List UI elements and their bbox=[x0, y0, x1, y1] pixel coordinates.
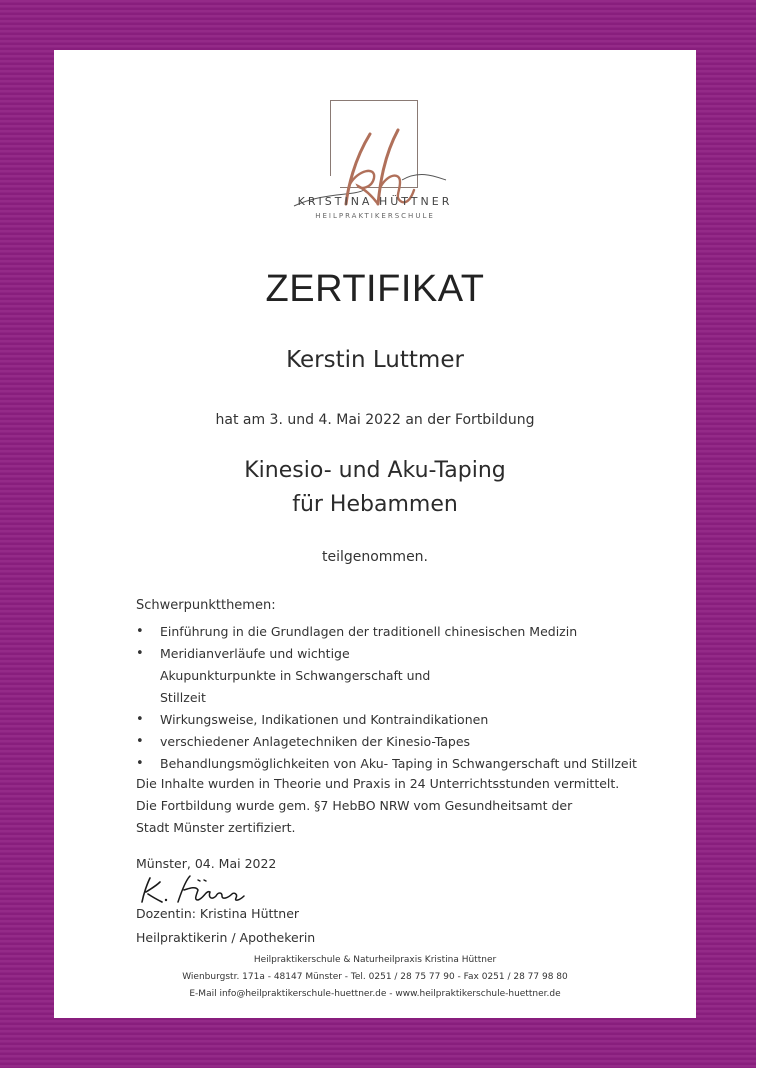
footer-line-school: Heilpraktikerschule & Naturheilpraxis Kristina Hüttner bbox=[253, 955, 497, 965]
topic-item bbox=[136, 643, 460, 709]
hours-note: Die Inhalte wurden in Theorie und Praxis in 24 Unterrichtsstunden vermittelt. bbox=[136, 776, 620, 791]
place-date: Münster, 04. Mai 2022 bbox=[136, 856, 277, 871]
certificate-title: ZERTIFIKAT bbox=[265, 268, 485, 310]
school-name: KRISTINA HÜTTNER bbox=[297, 195, 453, 208]
school-logo bbox=[284, 100, 464, 230]
scan-edge-bottom bbox=[0, 1068, 768, 1080]
certification-note: Die Fortbildung wurde gem. §7 HebBO NRW vom Gesundheitsamt der Stadt Münster zertifiziert. bbox=[136, 798, 573, 835]
footer-line-web: E-Mail info@heilpraktikerschule-huettner.de - www.heilpraktikerschule-huettner.de bbox=[189, 989, 561, 999]
topic-item: • Wirkungsweise, Indikationen und Kontraindikationen bbox=[136, 709, 656, 731]
certificate-sheet bbox=[54, 50, 696, 1018]
topic-item: • verschiedener Anlagetechniken der Kinesio-Tapes bbox=[136, 731, 656, 753]
topic-item: • Einführung in die Grundlagen der traditionell chinesischen Medizin bbox=[136, 621, 656, 643]
topic-list bbox=[136, 621, 656, 775]
footer-address bbox=[54, 952, 696, 1003]
kh-monogram-icon bbox=[284, 100, 464, 230]
lecturer-name: Dozentin: Kristina Hüttner bbox=[136, 906, 300, 921]
recipient-name: Kerstin Luttmer bbox=[286, 347, 464, 373]
course-title-line2: für Hebammen bbox=[292, 492, 458, 517]
content-notes bbox=[136, 773, 656, 839]
course-title-line1: Kinesio- und Aku-Taping bbox=[244, 458, 506, 483]
attendance-text: hat am 3. und 4. Mai 2022 an der Fortbildung bbox=[215, 412, 535, 428]
footer-line-contact: Wienburgstr. 171a - 48147 Münster - Tel. 0251 / 28 75 77 90 - Fax 0251 / 28 77 98 80 bbox=[182, 972, 568, 982]
lecturer-role: Heilpraktikerin / Apothekerin bbox=[136, 930, 316, 945]
topics-heading: Schwerpunktthemen: bbox=[136, 598, 276, 613]
school-subtitle: HEILPRAKTIKERSCHULE bbox=[315, 212, 435, 220]
lecturer-block bbox=[136, 902, 315, 950]
topic-item-text: Meridianverläufe und wichtige Akupunkturpunkte in Schwangerschaft und Stillzeit bbox=[160, 646, 431, 705]
scan-edge-right bbox=[756, 0, 768, 1080]
topic-item: • Behandlungsmöglichkeiten von Aku- Taping in Schwangerschaft und Stillzeit bbox=[136, 753, 656, 775]
participated-text: teilgenommen. bbox=[321, 549, 429, 565]
